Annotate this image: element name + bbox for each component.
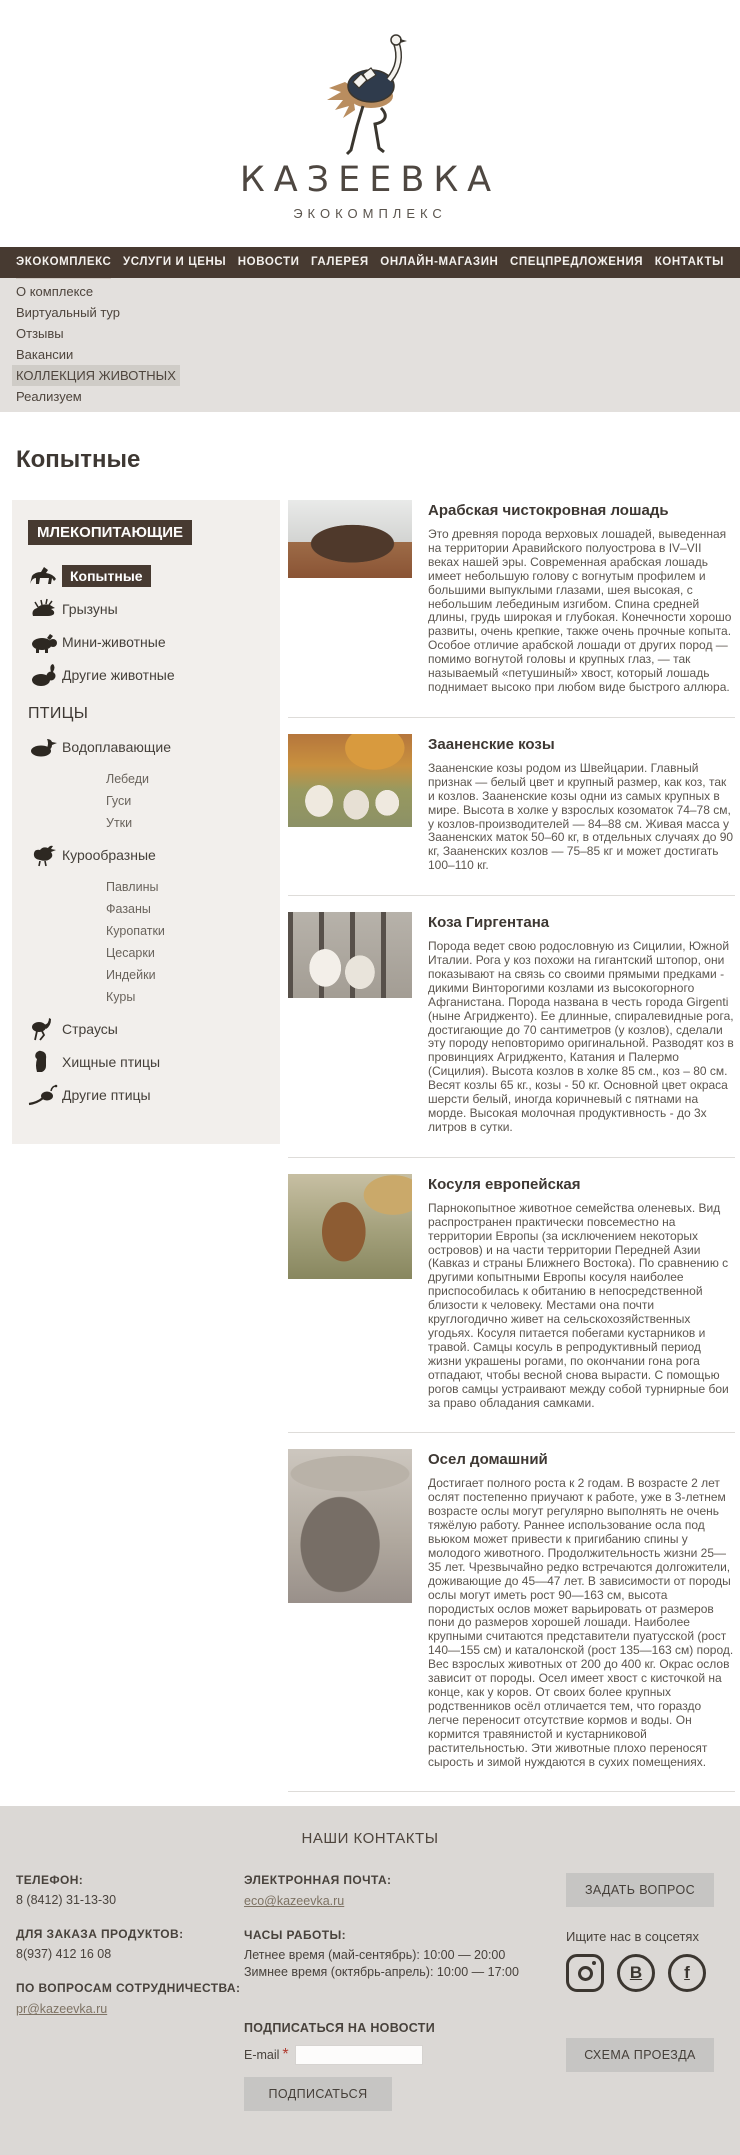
ostrich-logo bbox=[315, 30, 425, 156]
sidebar-item-label[interactable]: Грызуны bbox=[62, 601, 118, 617]
sidebar-subitem-pheasants[interactable]: Фазаны bbox=[106, 902, 151, 916]
phone-label: ТЕЛЕФОН: bbox=[16, 1873, 84, 1888]
sidebar-subitem-partridges[interactable]: Куропатки bbox=[106, 924, 165, 938]
sidebar-item-birds-of-prey[interactable] bbox=[28, 1050, 270, 1074]
peacock-icon bbox=[28, 1083, 62, 1107]
eagle-icon bbox=[28, 1050, 62, 1074]
site-subtitle: ЭКОКОМПЛЕКС bbox=[293, 206, 447, 221]
subscribe-title: ПОДПИСАТЬСЯ НА НОВОСТИ bbox=[244, 2021, 435, 2036]
sidebar-subitem-geese[interactable]: Гуси bbox=[106, 794, 132, 808]
orders-label: ДЛЯ ЗАКАЗА ПРОДУКТОВ: bbox=[16, 1927, 184, 1942]
galliformes-sublist bbox=[106, 876, 270, 1008]
map-button-wrap bbox=[566, 2038, 724, 2072]
sidebar-item-waterfowl[interactable] bbox=[28, 735, 270, 759]
footer-columns bbox=[16, 1873, 724, 2111]
sidebar-item-rodents[interactable] bbox=[28, 597, 270, 621]
email-label: ЭЛЕКТРОННАЯ ПОЧТА: bbox=[244, 1873, 392, 1888]
sidebar-header-birds: ПТИЦЫ bbox=[28, 705, 89, 722]
animal-description: Это древняя порода верховых лошадей, выведенная на территории Аравийского полуострова в IV–VII веках нашей эры. Современная арабская лошадь имеет небольшую голову с вогнутым профилем и большими выпуклыми глазами, шея высокая, с небольшим лебединым изгибом. Спина средней длины, грудь широкая и глубокая. Конечности хорошо развиты, очень крепкие, также очень прочные копыта. Особое отличие арабской лошади от других пород — помимо вогнутой головы и крупных глаз, — так называемый «петушиный» хвост, который лошадь поднимает высоко при любом виде быстрого аллюра. bbox=[428, 527, 732, 694]
sidebar-subitem-ducks[interactable]: Утки bbox=[106, 816, 133, 830]
submenu-item-label: Реализуем bbox=[16, 389, 82, 404]
animal-card-roe-deer bbox=[288, 1174, 735, 1434]
nav-item-news[interactable]: НОВОСТИ bbox=[237, 256, 300, 268]
ostrich-beak bbox=[400, 39, 407, 43]
animal-card-girgentana-goat bbox=[288, 912, 735, 1158]
arabian-horse-photo bbox=[288, 500, 412, 578]
animal-card-body bbox=[428, 1449, 735, 1769]
sidebar-item-hoofed[interactable] bbox=[28, 564, 270, 588]
footer-right-column bbox=[566, 1873, 724, 2111]
main-nav bbox=[0, 247, 740, 278]
instagram-dot bbox=[592, 1961, 596, 1965]
ostrich-leg-back bbox=[375, 108, 385, 152]
content-area bbox=[0, 500, 740, 1792]
animal-description: Парнокопытное животное семейства оленевых. Вид распространен практически повсеместно на территории Европы (за исключением некоторых островов) и на части территории Передней Азии (Кавказ и страны Ближнего Востока). По сравнению с другими копытными Европы косуля наиболее приспособилась к обитанию в непосредственной близости к человеку. Местами она почти круглогодично живет на сельскохозяйственных угодьях. Косуля питается побегами кустарников и травой. Самцы косуль в репродуктивный период жизни украшены рогами, по окончании гона рога отпадают, чтобы весной снова вырасти. С помощью рогов самцы устраивают между собой турнирные бои за право обладания самками. bbox=[428, 1200, 729, 1410]
horse-icon bbox=[28, 564, 62, 588]
hours-summer: Летнее время (май-сентябрь): 10:00 — 20:00 bbox=[244, 1948, 506, 1963]
submenu-item-virtual-tour[interactable] bbox=[0, 302, 740, 323]
submenu-item-vacancies[interactable] bbox=[0, 344, 740, 365]
animal-card-body bbox=[428, 912, 735, 1135]
animal-description: Зааненские козы родом из Швейцарии. Главный признак — белый цвет и крупный размер, как коз, так и козлов. Зааненские козы одни из самых крупных в мире. Высота в холке у взрослых козоматок 74–78 см, у козлов-производителей — 84–88 см. Живая масса у Зааненских маток 50–60 кг, в отдельных случаях до 90 кг, Зааненских козлов — 75–85 кг и может достигать 100–110 кг. bbox=[428, 760, 734, 873]
hours-winter: Зимнее время (октябрь-апрель): 10:00 — 17:00 bbox=[244, 1965, 519, 1980]
nav-item-services[interactable]: УСЛУГИ И ЦЕНЫ bbox=[122, 256, 227, 268]
email-field-row bbox=[244, 2045, 566, 2065]
pig-icon bbox=[28, 630, 62, 654]
ostrich-icon bbox=[28, 1017, 62, 1041]
vk-icon[interactable]: В bbox=[617, 1954, 655, 1992]
partnership-block bbox=[16, 1981, 244, 2018]
animal-title: Зааненские козы bbox=[428, 735, 555, 753]
animal-card-body bbox=[428, 734, 735, 873]
sidebar-subitem-guinea-fowl[interactable]: Цесарки bbox=[106, 946, 155, 960]
submenu-item-about[interactable] bbox=[0, 281, 740, 302]
sidebar-item-galliformes[interactable] bbox=[28, 843, 270, 867]
partnership-label: ПО ВОПРОСАМ СОТРУДНИЧЕСТВА: bbox=[16, 1981, 241, 1996]
hours-label: ЧАСЫ РАБОТЫ: bbox=[244, 1928, 346, 1943]
sidebar-header-mammals: МЛЕКОПИТАЮЩИЕ bbox=[28, 520, 192, 545]
ostrich-head bbox=[391, 35, 401, 45]
animal-description: Достигает полного роста к 2 годам. В возрасте 2 лет ослят постепенно приучают к работе, уже в 3-летнем возрасте ослы могут регулярно выполнять не очень тяжёлую работу. Раннее использование осла под вьюком может привести к пригибанию спины у молодого животного. Продолжительность жизни 25—35 лет. Чрезвычайно редко встречаются долгожители, доживающие до 45—47 лет. В зависимости от породы ослы могут иметь рост 90—163 см, высота породистых ослов может варьировать от размеров пони до размеров хорошей лошади. Наиболее крупными считаются представители пуатусской (рост 140—155 см) и каталонской (рост 135—163 см) пород. Вес взрослых животных от 200 до 400 кг. Окрас ослов зависит от породы. Осел имеет хвост с кисточкой на конце, как у коров. От своих более крупных родственников осёл отличается тем, что гораздо легче переносит отсутствие кормов и воды. Он кормится травянистой и кустарниковой растительностью. Эти животные плохо переносят сырость и зимой нуждаются в сухих помещениях. bbox=[428, 1476, 734, 1769]
hours-block bbox=[244, 1928, 566, 1981]
email-block bbox=[244, 1873, 566, 1910]
roe-deer-photo bbox=[288, 1174, 412, 1279]
saanen-goats-photo bbox=[288, 734, 412, 827]
sidebar-item-label[interactable]: Водоплавающие bbox=[62, 739, 171, 755]
sidebar-item-label[interactable]: Курообразные bbox=[62, 847, 156, 863]
submenu-item-label: Вакансии bbox=[16, 347, 74, 362]
instagram-lens bbox=[578, 1966, 593, 1981]
email-input[interactable] bbox=[295, 2045, 423, 2065]
instagram-icon[interactable] bbox=[566, 1954, 604, 1992]
route-map-button[interactable]: СХЕМА ПРОЕЗДА bbox=[566, 2038, 714, 2072]
animal-title: Косуля европейская bbox=[428, 1175, 581, 1193]
phone-block bbox=[16, 1873, 244, 1909]
chicken-icon bbox=[28, 843, 62, 867]
subscribe-button[interactable]: ПОДПИСАТЬСЯ bbox=[244, 2077, 392, 2111]
sidebar-subitem-peacocks[interactable]: Павлины bbox=[106, 880, 159, 894]
animal-card-donkey bbox=[288, 1449, 735, 1792]
sidebar-item-label[interactable]: Хищные птицы bbox=[62, 1054, 161, 1070]
submenu-item-reviews[interactable] bbox=[0, 323, 740, 344]
social-label: Ищите нас в соцсетях bbox=[566, 1929, 699, 1945]
sidebar-subitem-turkeys[interactable]: Индейки bbox=[106, 968, 156, 982]
animal-list bbox=[280, 500, 740, 1792]
email-field-label: E-mail bbox=[244, 2048, 280, 2063]
footer-middle-column bbox=[244, 1873, 566, 2111]
sidebar-item-mini-animals[interactable] bbox=[28, 630, 270, 654]
sidebar-item-label[interactable]: Копытные bbox=[62, 565, 151, 587]
submenu-item-label: О комплексе bbox=[16, 284, 94, 299]
footer-contacts-column bbox=[16, 1873, 244, 2111]
submenu-item-label: КОЛЛЕКЦИЯ ЖИВОТНЫХ bbox=[12, 365, 180, 386]
rabbit-icon bbox=[28, 663, 62, 687]
submenu-item-label: Отзывы bbox=[16, 326, 64, 341]
subscribe-block bbox=[244, 2021, 566, 2111]
nav-item-ecocomplex[interactable]: ЭКОКОМПЛЕКС bbox=[16, 247, 111, 279]
facebook-icon[interactable]: f bbox=[668, 1954, 706, 1992]
email-link[interactable]: eco@kazeevka.ru bbox=[244, 1894, 345, 1909]
animal-card-saanen-goats bbox=[288, 734, 735, 896]
animal-title: Коза Гиргентана bbox=[428, 914, 550, 932]
nav-item-contacts[interactable]: КОНТАКТЫ bbox=[654, 256, 724, 268]
footer-title: НАШИ КОНТАКТЫ bbox=[301, 1830, 439, 1848]
orders-phone-number: 8(937) 412 16 08 bbox=[16, 1947, 112, 1962]
animal-title: Арабская чистокровная лошадь bbox=[428, 502, 669, 519]
animal-description: Порода ведет свою родословную из Сицилии, Южной Италии. Рога у коз похожи на гигантский штопор, они показывают на связь со своими прямыми предками - дикими Винторогими козлами из высокогорного Афганистана. Порода названа в честь города Girgenti (ныне Агридженто). Ее длинные, спиралевидные рога, достигающие до 70 сантиметров (у козлов), сделали эту породу неповторимо оригинальной. Разводят коз в провинциях Агридженто, Катания и Палермо (Сицилия). Высота козлов в холке 85 см., коз – 80 см. Весят козлы 65 кг., козы - 50 кг. Основной цвет окраса шерсти белый, иногда коричневый с пятнами на морде. Высокая молочная продуктивность - до 3х литров в сутки. bbox=[428, 939, 734, 1134]
social-icons-row bbox=[566, 1954, 724, 1992]
animal-card-body bbox=[428, 1174, 735, 1411]
sidebar-item-other-birds[interactable] bbox=[28, 1083, 270, 1107]
site-footer bbox=[0, 1806, 740, 2155]
submenu-item-label: Виртуальный тур bbox=[16, 305, 120, 320]
sidebar-item-label[interactable]: Другие животные bbox=[62, 667, 175, 683]
sidebar-item-label[interactable]: Другие птицы bbox=[62, 1087, 151, 1103]
submenu-item-animal-collection[interactable] bbox=[0, 365, 740, 386]
sidebar-item-other-animals[interactable] bbox=[28, 663, 270, 687]
sidebar-item-ostriches[interactable] bbox=[28, 1017, 270, 1041]
submenu-item-realize[interactable] bbox=[0, 386, 740, 407]
animal-card-arabian-horse bbox=[288, 500, 735, 718]
animal-categories-sidebar bbox=[12, 500, 280, 1144]
girgentana-goat-photo bbox=[288, 912, 412, 998]
page-title: Копытные bbox=[16, 446, 141, 473]
rodent-icon bbox=[28, 597, 62, 621]
sidebar-item-label[interactable]: Страусы bbox=[62, 1021, 118, 1037]
phone-number: 8 (8412) 31-13-30 bbox=[16, 1893, 117, 1908]
orders-block bbox=[16, 1927, 244, 1963]
animal-card-body bbox=[428, 500, 735, 695]
nav-item-shop[interactable]: ОНЛАЙН-МАГАЗИН bbox=[380, 256, 499, 268]
nav-item-offers[interactable]: СПЕЦПРЕДЛОЖЕНИЯ bbox=[509, 256, 644, 268]
donkey-photo bbox=[288, 1449, 412, 1603]
nav-item-gallery[interactable]: ГАЛЕРЕЯ bbox=[310, 256, 369, 268]
partnership-email-link[interactable]: pr@kazeevka.ru bbox=[16, 2002, 108, 2017]
site-header bbox=[0, 0, 740, 247]
sidebar-subitem-chickens[interactable]: Куры bbox=[106, 990, 136, 1004]
animal-title: Осел домашний bbox=[428, 1451, 548, 1469]
site-title: КАЗЕЕВКА bbox=[239, 160, 501, 200]
duck-icon bbox=[28, 735, 62, 759]
ask-question-button[interactable]: ЗАДАТЬ ВОПРОС bbox=[566, 1873, 714, 1907]
submenu bbox=[0, 278, 740, 412]
sidebar-subitem-swans[interactable]: Лебеди bbox=[106, 772, 149, 786]
sidebar-item-label[interactable]: Мини-животные bbox=[62, 634, 166, 650]
waterfowl-sublist bbox=[106, 768, 270, 834]
required-mark: * bbox=[282, 2046, 289, 2064]
